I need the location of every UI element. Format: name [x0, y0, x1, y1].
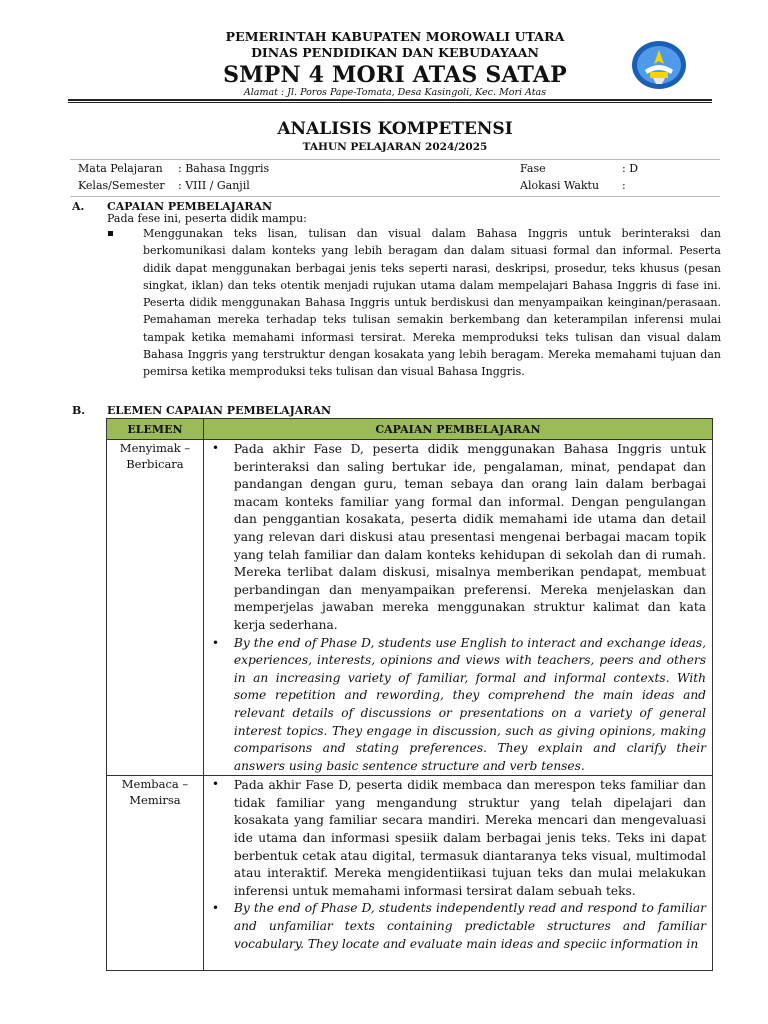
capaian-cell — [203, 440, 712, 776]
capaian-cell — [203, 776, 712, 971]
table-header-row — [107, 419, 713, 440]
section-a-paragraph: Menggunakan teks lisan, tulisan dan visual dalam Bahasa Inggris untuk berinteraksi dan berkomunikasi dalam konteks yang lebih beragam dan dalam situasi formal dan informal. Peserta didik dapat menggunakan berbagai jenis teks seperti narasi, deskripsi, prosedur, teks khusus (pesan singkat, iklan) dan teks otentik menjadi rujukan utama dalam mempelajari Bahasa Inggris di fase ini. Peserta didik menggunakan Bahasa Inggris untuk berdiskusi dan menyampaikan keinginan/perasaan. Pemahaman mereka terhadap teks tulisan semakin berkembang dan keterampilan inferensi mulai tampak ketika memahami informasi tersirat. Mereka memproduksi teks tulisan dan visual dalam Bahasa Inggris yang terstruktur dengan kosakata yang lebih beragam. Mereka memahami tujuan dan pemirsa ketika memproduksi teks tulisan dan visual Bahasa Inggris. — [143, 227, 721, 379]
alokasi-label: Alokasi Waktu — [520, 179, 600, 192]
bullet-icon: • — [211, 777, 220, 792]
document-title: ANALISIS KOMPETENSI — [277, 119, 513, 139]
mapel-label: Mata Pelajaran — [78, 162, 163, 175]
alokasi-value: : — [622, 179, 626, 192]
fase-value: : D — [622, 162, 639, 175]
section-a-intro: Pada fese ini, peserta didik mampu: — [107, 212, 307, 225]
col-elemen-header: ELEMEN — [107, 419, 204, 440]
kelas-value: : VIII / Ganjil — [178, 179, 250, 192]
square-bullet-icon — [108, 231, 113, 236]
academic-year: TAHUN PELAJARAN 2024/2025 — [302, 141, 488, 153]
capaian-bullet-english — [204, 635, 712, 776]
capaian-bullet-indonesian — [204, 776, 712, 900]
department-line: DINAS PENDIDIKAN DAN KEBUDAYAAN — [251, 45, 539, 60]
letterhead-rule-thick — [68, 99, 712, 101]
bullet-icon: • — [211, 635, 220, 650]
section-a-letter: A. — [72, 200, 85, 213]
bullet-icon: • — [211, 441, 220, 455]
capaian-text: Pada akhir Fase D, peserta didik membaca dan merespon teks familiar dan tidak familiar yang mengandung struktur yang telah dipelajari dan kosakata yang familiar secara mandiri. Mereka mencari dan mengevaluasi ide utama dan informasi spesiik dalam berbagai jenis teks. Teks ini dapat berbentuk cetak atau digital, termasuk diantaranya teks visual, multimodal atau interaktif. Mereka mengidentiikasi tujuan teks dan mulai melakukan inferensi untuk memahami informasi tersirat dalam sebuah teks. — [233, 778, 706, 898]
capaian-text: By the end of Phase D, students independently read and respond to familiar and unfamiliar texts containing predictable structures and familiar vocabulary. They locate and evaluate main ideas and speciic information in — [233, 901, 706, 951]
fase-label: Fase — [520, 162, 546, 175]
section-b-title: ELEMEN CAPAIAN PEMBELAJARAN — [107, 404, 332, 417]
capaian-text: Pada akhir Fase D, peserta didik menggunakan Bahasa Inggris untuk berinteraksi dan saling bertukar ide, pengalaman, minat, pendapat dan pandangan dengan guru, teman sebaya dan orang lain dalam berbagai macam konteks familiar yang formal dan informal. Dengan pengulangan dan penggantian kosakata, peserta didik memahami ide utama dan detail yang relevan dari diskusi atau presentasi mengenai berbagai macam topik yang telah familiar dan dalam konteks kehidupan di sekolah dan di rumah. Mereka terlibat dalam diskusi, misalnya memberikan pendapat, membuat perbandingan dan menyampaikan preferensi. Mereka menjelaskan dan memperjelas jawaban mereka menggunakan struktur kalimat dan kata kerja sederhana. — [233, 442, 706, 632]
school-name: SMPN 4 MORI ATAS SATAP — [223, 62, 567, 88]
kelas-label: Kelas/Semester — [78, 179, 165, 192]
tut-wuri-handayani-logo-icon — [631, 40, 687, 90]
school-address: Alamat : Jl. Poros Pape-Tomata, Desa Kasingoli, Kec. Mori Atas — [243, 87, 547, 98]
mapel-value: : Bahasa Inggris — [178, 162, 270, 175]
capaian-bullet-english — [204, 900, 712, 953]
elemen-cell: Menyimak – Berbicara — [107, 440, 204, 776]
capaian-text: By the end of Phase D, students use English to interact and exchange ideas, experiences, interests, opinions and views with teachers, peers and others in an increasing variety of familiar, formal and informal contexts. With some repetition and rewording, they comprehend the main ideas and relevant details of discussions or presentations on a variety of general interest topics. They engage in discussion, such as giving opinions, making comparisons and stating preferences. They explain and clarify their answers using basic sentence structure and verb tenses. — [233, 635, 706, 773]
bullet-icon: • — [211, 901, 220, 916]
elemen-cell: Membaca – Memirsa — [107, 776, 204, 971]
subject-info-block — [70, 159, 720, 197]
capaian-table — [106, 418, 713, 971]
government-line: PEMERINTAH KABUPATEN MOROWALI UTARA — [225, 29, 565, 44]
table-row — [107, 776, 713, 971]
section-b-letter: B. — [72, 404, 86, 417]
section-a-title: CAPAIAN PEMBELAJARAN — [107, 200, 273, 213]
table-row — [107, 440, 713, 776]
letterhead-rule-thin — [68, 102, 712, 103]
capaian-bullet-indonesian — [204, 440, 712, 635]
col-capaian-header: CAPAIAN PEMBELAJARAN — [203, 419, 712, 440]
